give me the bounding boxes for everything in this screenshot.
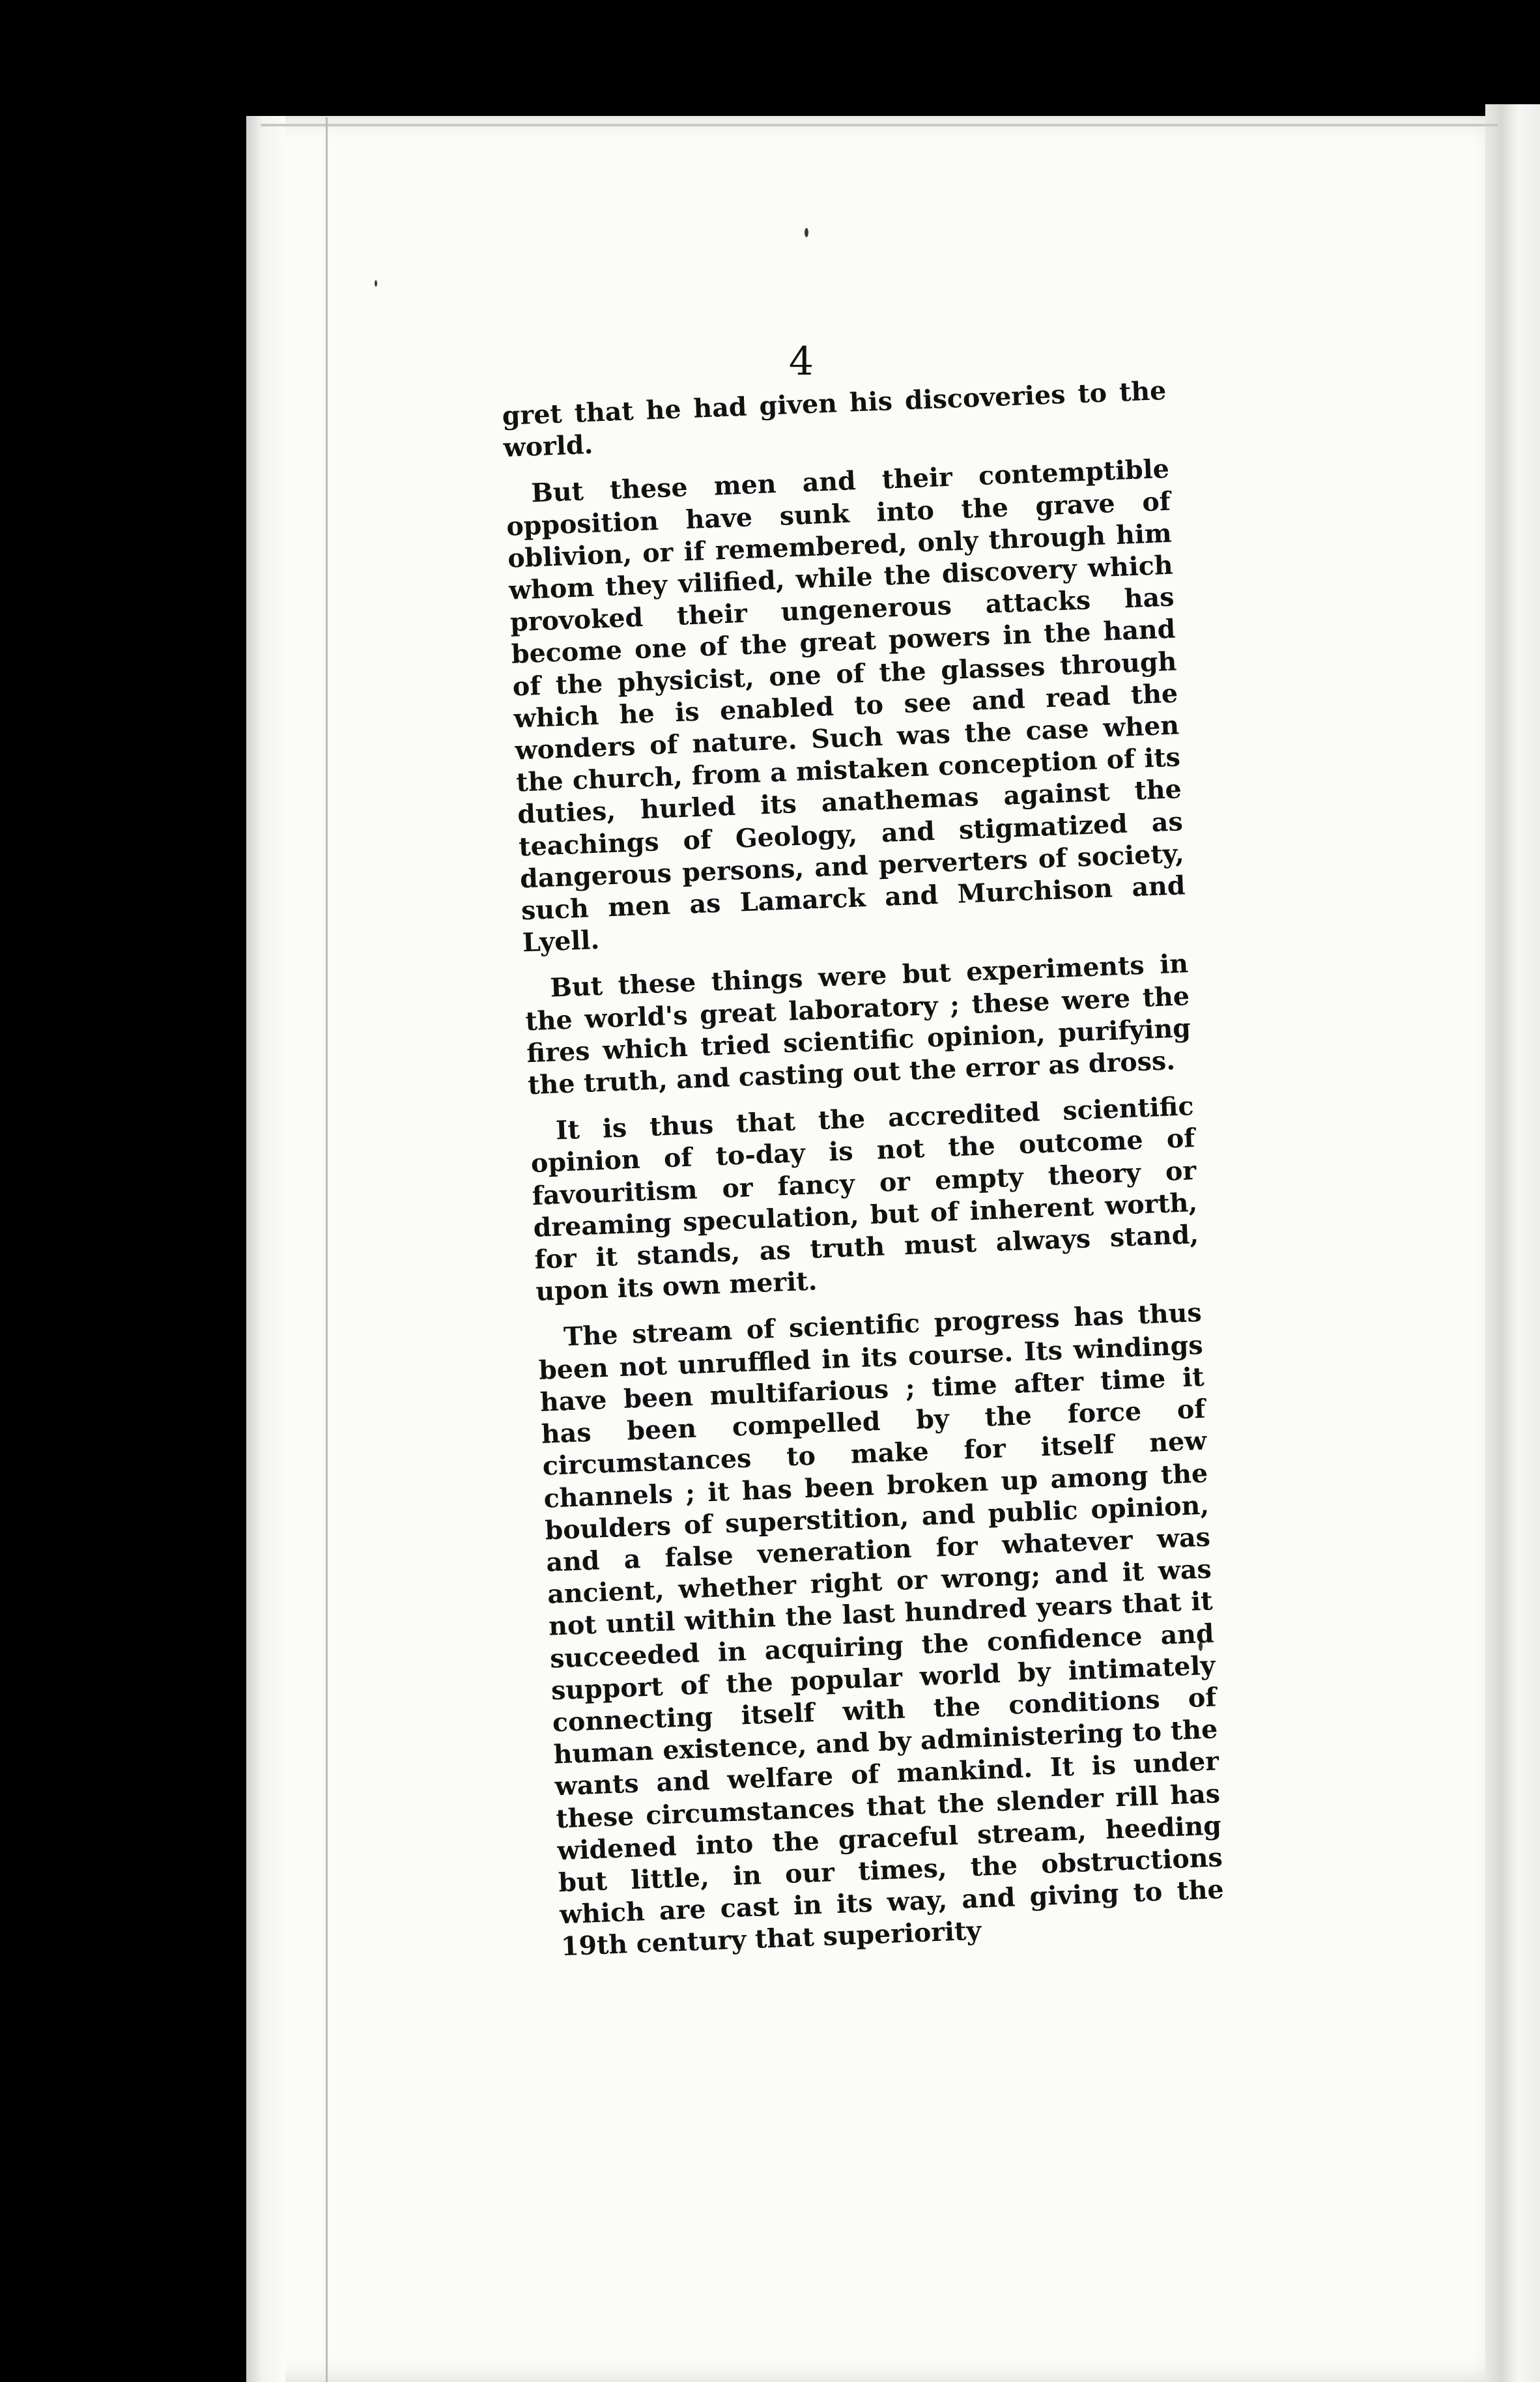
- ink-speck: [805, 228, 808, 237]
- page-fold: [1485, 104, 1540, 2382]
- page-top-edge: [261, 124, 1498, 126]
- ink-speck: [375, 280, 377, 287]
- paragraph: gret that he had given his discoveries to the world.: [502, 375, 1167, 464]
- paragraph: The stream of scientific progress has thus been not unruffled in its course. Its windings have been multifarious ; time after time it has been compelled by the force of circumstances to make for itself new channels ; it has been broken up among the boulders of superstition, and public opinion, and a false veneration for whatever was ancient, whether right or wrong; and it was not until within the last hundred years that it succeeded in acquiring the confidence and support of the popular world by intimately connecting itself with the conditions of human existence, and by administering to the wants and welfare of mankind. It is under these circumstances that the slender rill has widened into the graceful stream, heeding but little, in our times, the obstructions which are cast in its way, and giving to the 19th century that superiority: [538, 1298, 1225, 1962]
- page-left-edge: [246, 116, 285, 2382]
- page-number: 4: [788, 339, 814, 384]
- paragraph: But these things were but experiments in the world's great laboratory ; these were the fires which tried scientific opinion, purifying the truth, and casting out the error as dross.: [524, 949, 1191, 1101]
- paragraph: It is thus that the accredited scientific opinion of to-day is not the outcome of favouritism or fancy or empty theory or dreaming speculation, but of inherent worth, for it stands, as truth must always stand, upon its own merit.: [530, 1091, 1199, 1308]
- page-margin-rule: [326, 117, 328, 2382]
- paragraph: But these men and their contemptible opposition have sunk into the grave of oblivion, or if remembered, only through him whom they vilified, while the discovery which provoked their ungenerous attacks has become one of the great powers in the hand of the physicist, one of the glasses through which he is enabled to see and read the wonders of nature. Such was the case when the church, from a mistaken conception of its duties, hurled its anathemas against the teachings of Geology, and stigmatized as dangerous persons, and perverters of society, such men as Lamarck and Murchison and Lyell.: [506, 454, 1186, 958]
- body-text: [502, 375, 1226, 1978]
